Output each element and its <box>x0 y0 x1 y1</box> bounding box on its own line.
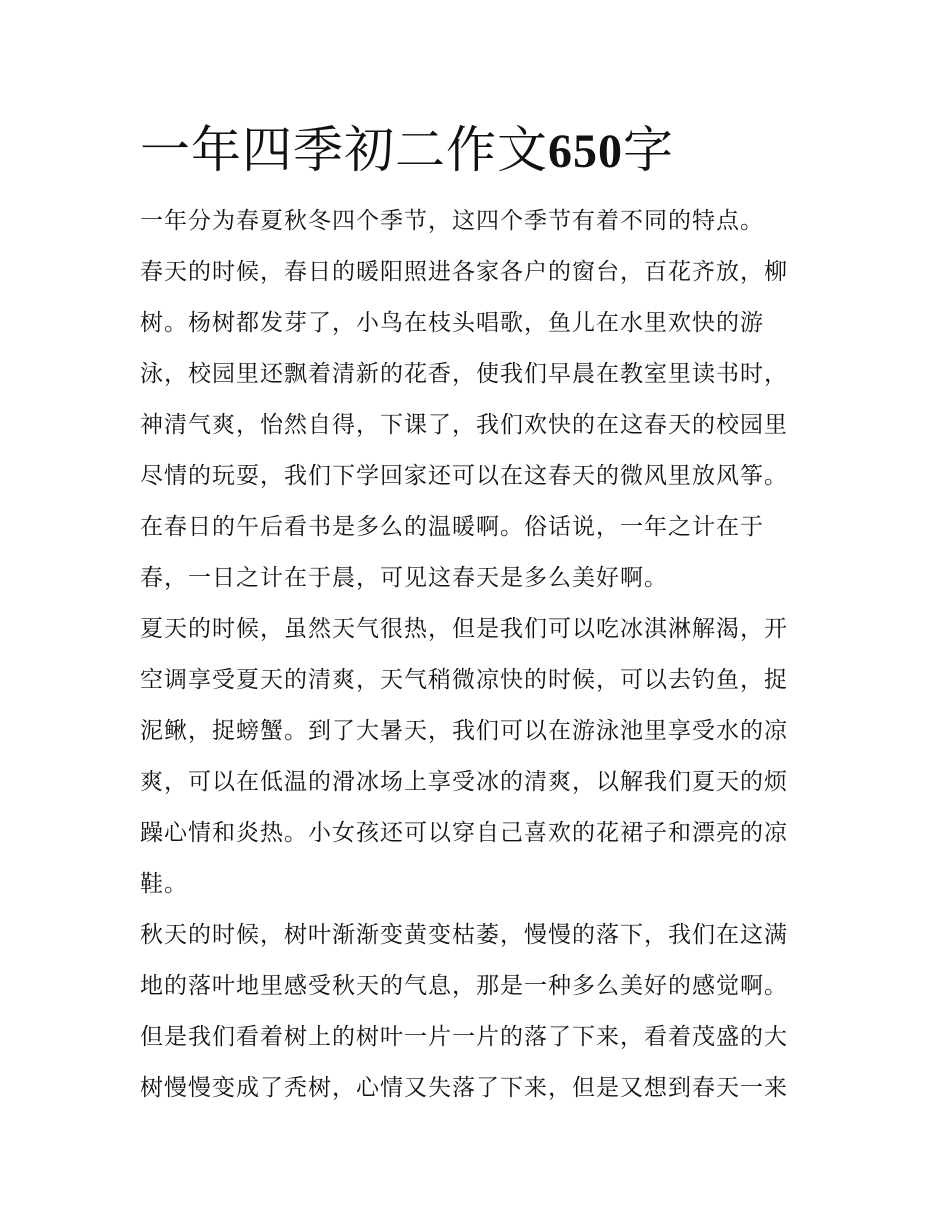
text-line: 爽，可以在低温的滑冰场上享受冰的清爽，以解我们夏天的烦 <box>140 769 788 795</box>
text-line: 树慢慢变成了秃树，心情又失落了下来，但是又想到春天一来 <box>140 1075 788 1101</box>
text-line: 树。杨树都发芽了，小鸟在枝头唱歌，鱼儿在水里欢快的游 <box>140 310 764 336</box>
paragraph-autumn <box>140 910 820 1114</box>
paragraph-summer <box>140 604 820 910</box>
text-line: 躁心情和炎热。小女孩还可以穿自己喜欢的花裙子和漂亮的凉 <box>140 820 788 846</box>
document-body <box>140 196 820 1114</box>
text-line: 但是我们看着树上的树叶一片一片的落了下来，看着茂盛的大 <box>140 1024 788 1050</box>
text-line: 地的落叶地里感受秋天的气息，那是一种多么美好的感觉啊。 <box>140 973 788 999</box>
text-line: 夏天的时候，虽然天气很热，但是我们可以吃冰淇淋解渴，开 <box>140 616 788 642</box>
text-line: 泥鳅，捉螃蟹。到了大暑天，我们可以在游泳池里享受水的凉 <box>140 718 788 744</box>
text-line: 春天的时候，春日的暖阳照进各家各户的窗台，百花齐放，柳 <box>140 259 788 285</box>
text-line: 鞋。 <box>140 871 188 897</box>
title-number: 650 <box>548 125 623 178</box>
title-suffix: 字 <box>623 121 674 179</box>
text-line: 一年分为春夏秋冬四个季节，这四个季节有着不同的特点。 <box>140 208 764 234</box>
text-line: 泳，校园里还飘着清新的花香，使我们早晨在教室里读书时， <box>140 361 788 387</box>
text-line: 春，一日之计在于晨，可见这春天是多么美好啊。 <box>140 565 668 591</box>
text-line: 在春日的午后看书是多么的温暖啊。俗话说，一年之计在于 <box>140 514 764 540</box>
paragraph-intro <box>140 196 820 247</box>
text-line: 空调享受夏天的清爽，天气稍微凉快的时候，可以去钓鱼，捉 <box>140 667 788 693</box>
text-line: 神清气爽，怡然自得，下课了，我们欢快的在这春天的校园里 <box>140 412 788 438</box>
paragraph-spring <box>140 247 820 604</box>
text-line: 秋天的时候，树叶渐渐变黄变枯萎，慢慢的落下，我们在这满 <box>140 922 788 948</box>
document-title <box>140 118 840 184</box>
title-text: 一年四季初二作文 <box>140 121 548 179</box>
text-line: 尽情的玩耍，我们下学回家还可以在这春天的微风里放风筝。 <box>140 463 788 489</box>
